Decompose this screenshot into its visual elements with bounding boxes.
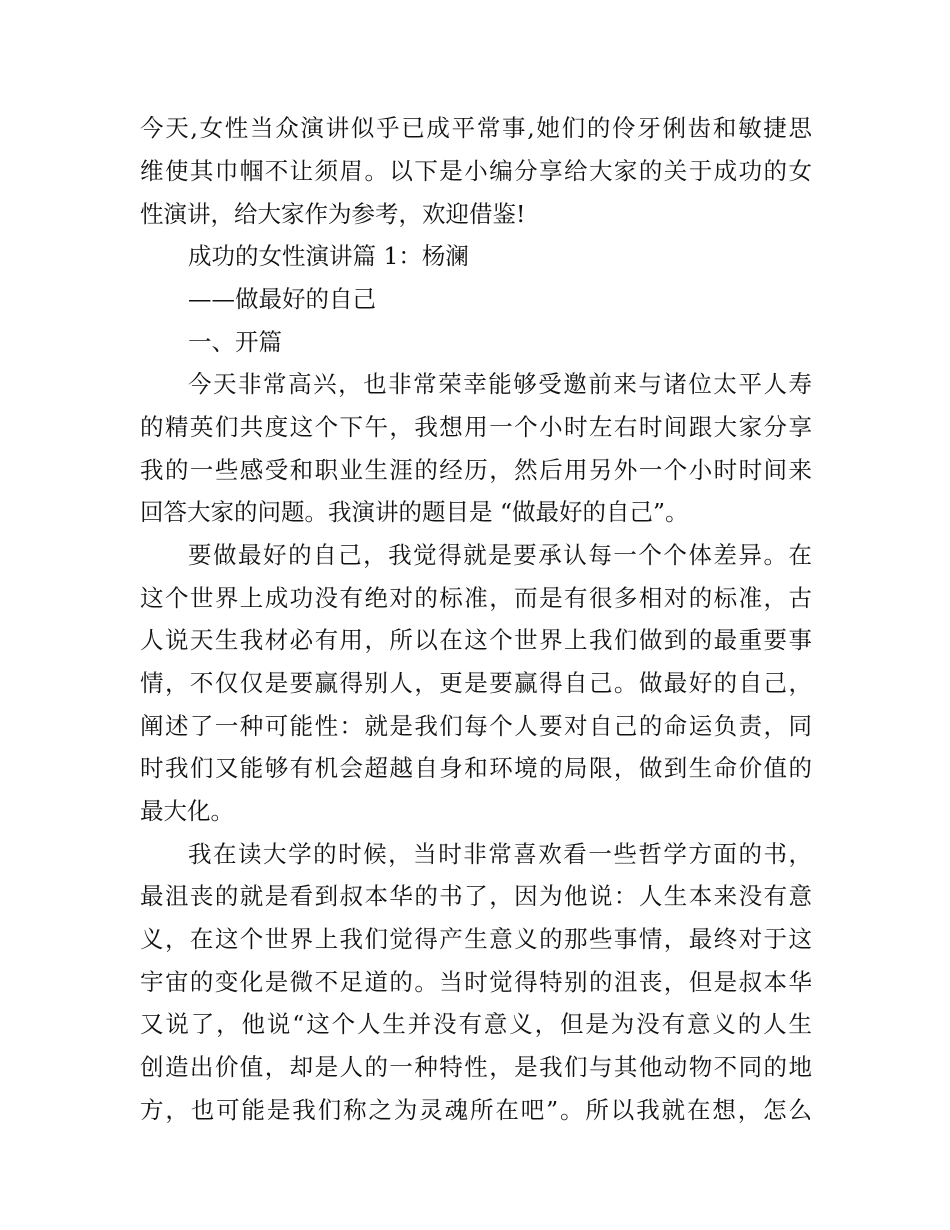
text-line: 要做最好的自己，我觉得就是要承认每一个个体差异。在 xyxy=(188,541,812,569)
text-line: 我的一些感受和职业生涯的经历，然后用另外一个小时时间来 xyxy=(140,456,812,484)
text-line: 情，不仅仅是要赢得别人，更是要赢得自己。做最好的自己， xyxy=(140,669,812,697)
text-line: 宇宙的变化是微不足道的。当时觉得特别的沮丧，但是叔本华 xyxy=(140,968,812,996)
text-line: 阐述了一种可能性：就是我们每个人要对自己的命运负责，同 xyxy=(140,712,812,740)
section-heading: 成功的女性演讲篇 1：杨澜 xyxy=(188,242,469,270)
text-line: 人说天生我材必有用，所以在这个世界上我们做到的最重要事 xyxy=(140,626,812,654)
text-line: 又说了，他说“这个人生并没有意义，但是为没有意义的人生 xyxy=(140,1010,812,1038)
text-line: 最大化。 xyxy=(140,797,234,825)
text-line: 这个世界上成功没有绝对的标准，而是有很多相对的标准，古 xyxy=(140,584,812,612)
text-line: 时我们又能够有机会超越自身和环境的局限，做到生命价值的 xyxy=(140,754,812,782)
text-line: 我在读大学的时候，当时非常喜欢看一些哲学方面的书， xyxy=(188,840,812,868)
subsection-heading: 一、开篇 xyxy=(188,328,282,356)
text-line: 方，也可能是我们称之为灵魂所在吧”。所以我就在想，怎么 xyxy=(140,1096,812,1124)
text-line: 性演讲，给大家作为参考，欢迎借鉴! xyxy=(140,200,526,228)
text-line: 回答大家的问题。我演讲的题目是 “做最好的自己”。 xyxy=(140,498,689,526)
text-line: 维使其巾帼不让须眉。以下是小编分享给大家的关于成功的女 xyxy=(140,157,812,185)
text-line: 今天,女性当众演讲似乎已成平常事,她们的伶牙俐齿和敏捷思 xyxy=(140,114,812,142)
text-line: 义，在这个世界上我们觉得产生意义的那些事情，最终对于这 xyxy=(140,925,812,953)
text-line: 创造出价值，却是人的一种特性，是我们与其他动物不同的地 xyxy=(140,1053,812,1081)
text-line: 今天非常高兴，也非常荣幸能够受邀前来与诸位太平人寿 xyxy=(188,370,812,398)
text-line: 的精英们共度这个下午，我想用一个小时左右时间跟大家分享 xyxy=(140,413,812,441)
speech-title: ——做最好的自己 xyxy=(188,285,376,313)
text-line: 最沮丧的就是看到叔本华的书了，因为他说：人生本来没有意 xyxy=(140,882,812,910)
